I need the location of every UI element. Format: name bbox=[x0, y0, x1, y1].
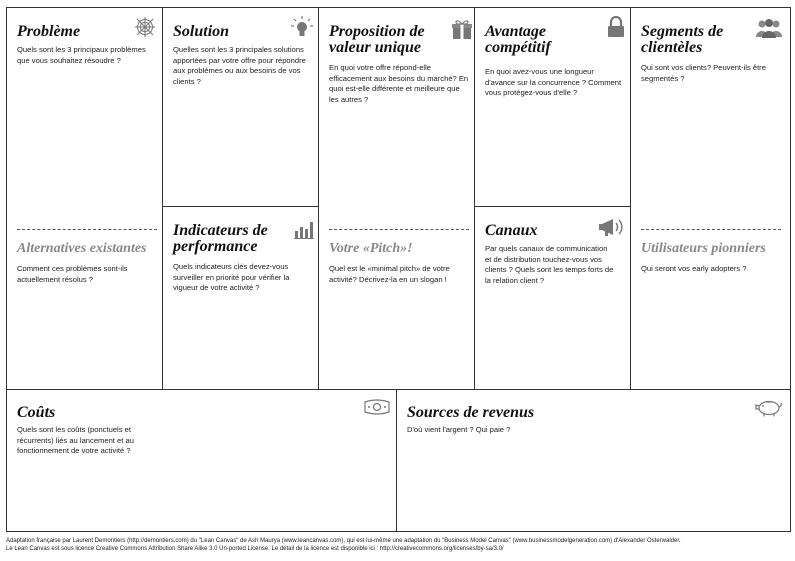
proposition-desc: En quoi votre offre répond-elle efficacement aux besoins du marché? En quoi est-elle différente et meilleure que les autres ? bbox=[329, 63, 469, 104]
megaphone-icon bbox=[599, 216, 625, 238]
revenus-title: Sources de revenus bbox=[407, 404, 535, 421]
money-icon bbox=[362, 397, 392, 417]
alternatives-title: Alternatives existantes bbox=[17, 241, 147, 256]
avantage-desc: En quoi avez-vous une longueur d'avance sur la concurrence ? Comment vous protégez-vous d'elle ? bbox=[485, 67, 622, 97]
revenus-box bbox=[396, 389, 791, 532]
couts-box bbox=[6, 389, 397, 532]
pitch-title: Votre «Pitch»! bbox=[329, 241, 413, 256]
avantage-box bbox=[474, 7, 631, 207]
indicateurs-desc: Quels indicateurs clés devez-vous surveiller en priorité pour vérifier la vigueur de votre activité ? bbox=[173, 262, 290, 292]
light-bulb-icon bbox=[290, 15, 314, 39]
bar-chart-icon bbox=[293, 219, 315, 239]
probleme-divider bbox=[17, 229, 157, 230]
alternatives-desc: Comment ces problèmes sont-ils actuellement résolus ? bbox=[17, 264, 128, 284]
indicateurs-title: Indicateurs de performance bbox=[173, 222, 268, 255]
solution-desc: Quelles sont les 3 principales solutions apportées par votre offre pour répondre aux problèmes ou aux besoins de vos clients ? bbox=[173, 45, 306, 86]
canaux-desc: Par quels canaux de communication et de distribution touchez-vous vos clients ? Quels sont les temps forts de la relation client ? bbox=[485, 244, 614, 285]
revenus-desc: D'où vient l'argent ? Qui paie ? bbox=[407, 425, 511, 434]
spider-web-icon bbox=[134, 16, 156, 38]
proposition-box bbox=[318, 7, 475, 390]
canaux-box bbox=[474, 206, 631, 390]
footer-line-2: Le Lean Canvas est sous licence Creative Commons Attribution Share Alike 3.0 Un-ported License. Le détail de la licence est disponible ici : http://creativecommons.org/licenses/by-sa/3.0/ bbox=[6, 546, 504, 552]
canaux-title: Canaux bbox=[485, 222, 538, 239]
gift-icon bbox=[451, 18, 473, 40]
segments-title: Segments de clientèles bbox=[641, 23, 724, 56]
solution-title: Solution bbox=[173, 23, 230, 40]
probleme-title: Problème bbox=[17, 23, 81, 40]
segments-box bbox=[630, 7, 791, 390]
avantage-title: Avantage compétitif bbox=[485, 23, 551, 56]
couts-desc: Quels sont les coûts (ponctuels et récurrents) liés au lancement et au fonctionnement de votre activité ? bbox=[17, 425, 134, 455]
indicateurs-box bbox=[162, 206, 319, 390]
proposition-divider bbox=[329, 229, 469, 230]
pionniers-title: Utilisateurs pionniers bbox=[641, 241, 766, 256]
pitch-desc: Quel est le «minimal pitch» de votre activité? Décrivez-la en un slogan ! bbox=[329, 264, 450, 284]
proposition-title: Proposition de valeur unique bbox=[329, 23, 425, 56]
lock-icon bbox=[607, 16, 625, 38]
segments-divider bbox=[641, 229, 781, 230]
pionniers-desc: Qui seront vos early adopters ? bbox=[641, 264, 747, 273]
piggy-bank-icon bbox=[755, 397, 783, 417]
probleme-box bbox=[6, 7, 163, 390]
footer-credits bbox=[6, 537, 791, 553]
footer-line-1: Adaptation française par Laurent Demontiers (http://demontiers.com) du "Lean Canvas" de Ash Maurya (www.leancanvas.com), qui est lui-même une adaptation du "Business Model Canvas" (www.businessmodelgeneration.com) d'Alexander Osterwalder. bbox=[6, 538, 681, 544]
probleme-desc: Quels sont les 3 principaux problèmes que vous souhaitez résoudre ? bbox=[17, 45, 146, 65]
segments-desc: Qui sont vos clients? Peuvent-ils être segmentés ? bbox=[641, 63, 766, 83]
couts-title: Coûts bbox=[17, 404, 56, 421]
solution-box bbox=[162, 7, 319, 207]
lean-canvas bbox=[6, 7, 791, 532]
people-icon bbox=[755, 17, 783, 39]
